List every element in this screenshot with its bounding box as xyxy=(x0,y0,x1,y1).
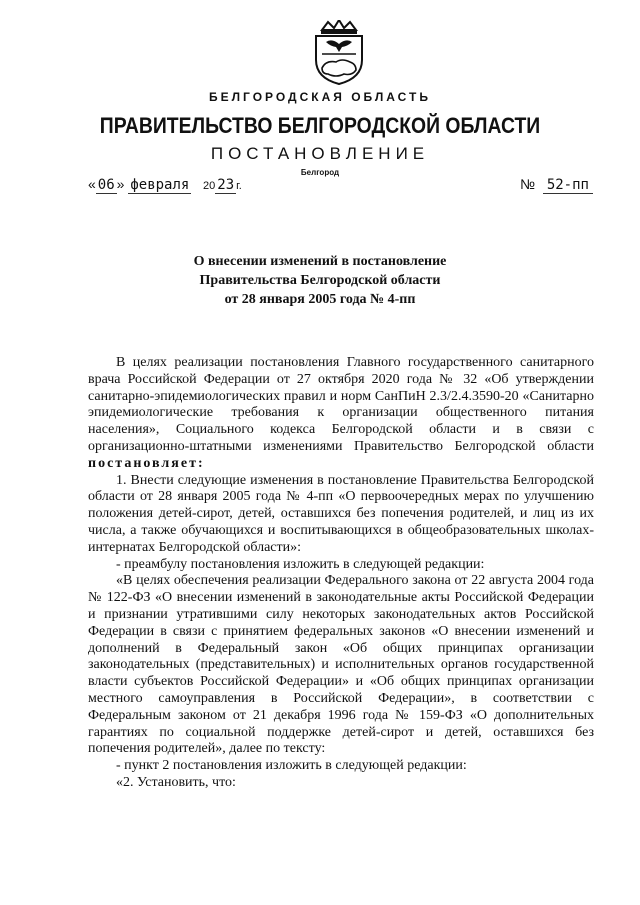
city-name: Белгород xyxy=(300,168,340,177)
coat-of-arms-emblem xyxy=(308,20,370,86)
date-open-quote: « xyxy=(88,176,96,192)
document-subject xyxy=(0,252,640,309)
region-name: БЕЛГОРОДСКАЯ ОБЛАСТЬ xyxy=(209,90,431,104)
subject-line-3: от 28 января 2005 года № 4-пп xyxy=(224,292,416,307)
date-year-prefix: 20 xyxy=(203,180,216,192)
subject-line-1: О внесении изменений в постановление xyxy=(193,254,447,269)
paragraph-item-2-start: «2. Установить, что: xyxy=(116,774,236,790)
paragraph-item-1: 1. Внести следующие изменения в постановление Правительства Белгородской области от 28 января 2005 года № 4-пп «О первоочередных мерах по улучшению положения детей-сирот, детей, оставшихся без попечения родителей, и лиц из их числа, а также обучающихся и воспитывающихся в общеобразовательных школах-интернатах Белгородской области»: xyxy=(88,472,594,555)
document-body xyxy=(88,355,594,792)
date-year-suffix: 23 xyxy=(217,177,235,193)
document-type: ПОСТАНОВЛЕНИЕ xyxy=(210,144,430,163)
government-title: ПРАВИТЕЛЬСТВО БЕЛГОРОДСКОЙ ОБЛАСТИ xyxy=(99,113,541,138)
date-close-quote: » xyxy=(116,176,125,192)
date-day: 06 xyxy=(97,177,115,193)
date-month: февраля xyxy=(130,177,190,193)
date-year-label: г. xyxy=(236,180,242,192)
resolves-keyword: постановляет: xyxy=(88,455,205,471)
paragraph-new-preamble: «В целях обеспечения реализации Федерального закона от 22 августа 2004 года № 122-ФЗ «О внесении изменений в законодательные акты Российской Федерации и признании утратившими силу некоторых законодательных актов Российской Федерации в связи с принятием федеральных законов «О внесении изменений и дополнений в Федеральный закон «Об общих принципах организации законодательных (представительных) и исполнительных органов государственной власти субъектов Российской Федерации» и «Об общих принципах организации местного самоуправления в Российской Федерации», в соответствии с Федеральным законом от 21 декабря 1996 года № 159-ФЗ «О дополнительных гарантиях по социальной поддержке детей-сирот и детей, оставшихся без попечения родителей», далее по тексту: xyxy=(88,573,594,757)
subject-line-2: Правительства Белгородской области xyxy=(199,273,441,288)
number-label: № xyxy=(520,176,536,192)
paragraph-preamble-text: В целях реализации постановления Главного государственного санитарного врача Российской Федерации от 27 октября 2020 года № 32 «Об утверждении санитарно-эпидемиологических правил и норм СанПиН 2.3/2.4.3590-20 «Санитарно эпидемиологические требования к организации общественного питания населения», Социального кодекса Белгородской области и в связи с организационно-штатными изменениями Правительство Белгородской области xyxy=(88,355,594,454)
document-date xyxy=(88,176,242,193)
number-value: 52-пп xyxy=(543,177,593,194)
paragraph-preamble-change: - преамбулу постановления изложить в следующей редакции: xyxy=(116,556,485,572)
document-number xyxy=(520,176,593,193)
paragraph-item-2-change: - пункт 2 постановления изложить в следующей редакции: xyxy=(116,758,467,774)
paragraph-preamble xyxy=(88,355,594,473)
